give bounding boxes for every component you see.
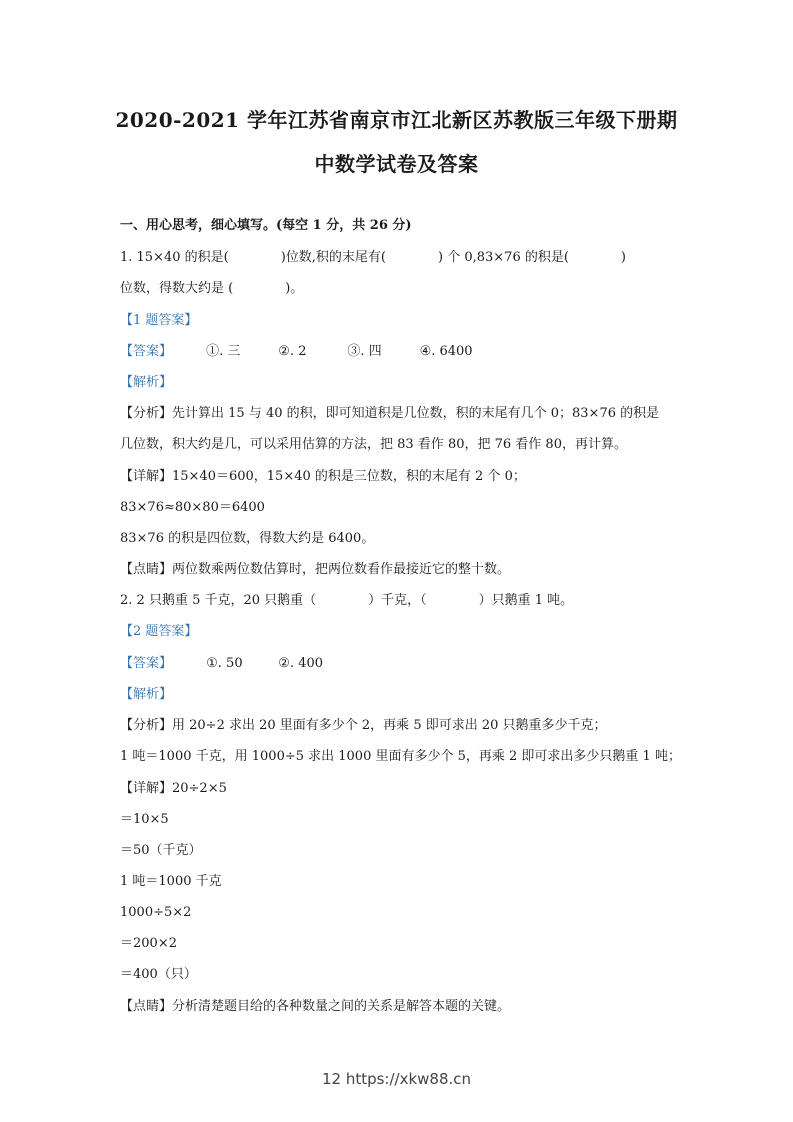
q2-text-line-1: 2. 2 只鹅重 5 千克，20 只鹅重（ ）千克，（ ）只鹅重 1 吨。 bbox=[120, 593, 574, 608]
q1-xiangjie-line-3: 83×76 的积是四位数，得数大约是 6400。 bbox=[120, 531, 375, 546]
answer-item: ②. 2 bbox=[278, 344, 307, 359]
answer-item: ②. 400 bbox=[278, 656, 324, 671]
q2-step: 【详解】20÷2×5 bbox=[120, 781, 227, 796]
q2-fenxi-line-1: 【分析】用 20÷2 求出 20 里面有多少个 2，再乘 5 即可求出 20 只鹅重多少千克； bbox=[120, 718, 607, 733]
answer-item: ①. 50 bbox=[206, 656, 243, 671]
answer-item: ④. 6400 bbox=[419, 344, 473, 359]
q2-answer-heading: 【2 题答案】 bbox=[120, 624, 198, 639]
q2-fenxi-line-2: 1 吨＝1000 千克，用 1000÷5 求出 1000 里面有多少个 5，再乘 2 即可求出多少只鹅重 1 吨； bbox=[120, 749, 681, 764]
q2-step: ＝50（千克） bbox=[120, 843, 202, 858]
q2-step: 1 吨＝1000 千克 bbox=[120, 874, 222, 889]
answer-label: 【答案】 bbox=[120, 656, 173, 671]
q1-fenxi-line-2: 几位数，积大约是几，可以采用估算的方法，把 83 看作 80，把 76 看作 80，再计算。 bbox=[120, 437, 627, 452]
q1-xiangjie-line-2: 83×76≈80×80＝6400 bbox=[120, 500, 265, 515]
q1-dianjing: 【点睛】两位数乘两位数估算时，把两位数看作最接近它的整十数。 bbox=[120, 562, 511, 577]
q2-analysis-label: 【解析】 bbox=[120, 687, 173, 702]
answer-item: ③. 四 bbox=[347, 344, 382, 359]
q1-answer-heading: 【1 题答案】 bbox=[120, 313, 198, 328]
q1-text-line-2: 位数，得数大约是 ( )。 bbox=[120, 281, 304, 296]
page-footer: 12 https://xkw88.cn bbox=[321, 1070, 472, 1088]
q2-answer-row bbox=[120, 654, 680, 674]
q1-fenxi-line-1: 【分析】先计算出 15 与 40 的积，即可知道积是几位数，积的末尾有几个 0；83×76 的积是 bbox=[120, 406, 660, 421]
q1-text-line-1: 1. 15×40 的积是( )位数,积的末尾有( ) 个 0,83×76 的积是( ) bbox=[120, 250, 626, 265]
page-title-line-2: 中数学试卷及答案 bbox=[314, 152, 479, 176]
page-title-line-1: 2020-2021 学年江苏省南京市江北新区苏教版三年级下册期 bbox=[115, 108, 678, 132]
q2-step: ＝400（只） bbox=[120, 967, 197, 982]
q2-step: ＝10×5 bbox=[120, 812, 169, 827]
q1-xiangjie-line-1: 【详解】15×40＝600，15×40 的积是三位数，积的末尾有 2 个 0； bbox=[120, 469, 526, 484]
q2-dianjing: 【点睛】分析清楚题目给的各种数量之间的关系是解答本题的关键。 bbox=[120, 999, 511, 1014]
q1-answer-row bbox=[120, 342, 680, 362]
answer-label: 【答案】 bbox=[120, 344, 173, 359]
q1-analysis-label: 【解析】 bbox=[120, 375, 173, 390]
q2-step: ＝200×2 bbox=[120, 936, 177, 951]
q2-step: 1000÷5×2 bbox=[120, 905, 192, 920]
answer-item: ①. 三 bbox=[206, 344, 241, 359]
section-heading: 一、用心思考，细心填写。(每空 1 分，共 26 分) bbox=[120, 218, 412, 233]
